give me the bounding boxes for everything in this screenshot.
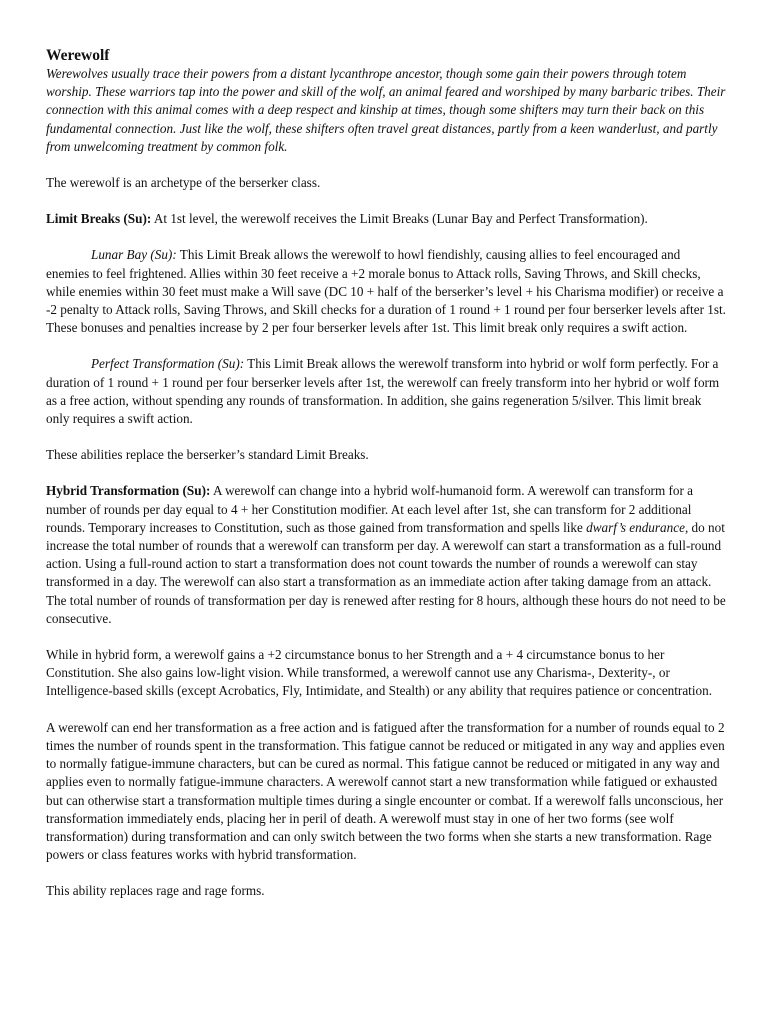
replace-rage-paragraph: This ability replaces rage and rage forms.	[46, 883, 265, 899]
hybrid-form-paragraph: While in hybrid form, a werewolf gains a +2 circumstance bonus to her Strength and a + 4 circumstance bonus to her Constitution. She also gains low-light vision. While transformed, a werewolf cannot use any Charisma-, Dexterity-, or Intelligence-based skills (except Acrobatics, Fly, Intimidate, and Stealth) or any ability that requires patience or concentration.	[46, 647, 712, 699]
replace-limit-breaks-paragraph: These abilities replace the berserker’s standard Limit Breaks.	[46, 447, 369, 463]
hybrid-transformation-paragraph	[46, 482, 726, 628]
perfect-transformation-paragraph	[46, 355, 726, 428]
lunar-bay-paragraph	[46, 246, 726, 337]
end-transformation-paragraph: A werewolf can end her transformation as a free action and is fatigued after the transformation for a number of rounds equal to 2 times the number of rounds spent in the transformation. This fatigue cannot be reduced or mitigated in any way and applies even to normally fatigue-immune characters, but can be cured as normal. This fatigue cannot be reduced or mitigated in any way and applies even to normally fatigue-immune characters. A werewolf cannot start a new transformation while fatigued or exhausted but can otherwise start a transformation multiple times during a single encounter or combat. If a werewolf falls unconscious, her transformation immediately ends, placing her in peril of death. A werewolf must stay in one of her two forms (see wolf transformation) during transformation and can only switch between the two forms when she starts a new transformation. Rage powers or class features works with hybrid transformation.	[46, 719, 725, 863]
archetype-paragraph: The werewolf is an archetype of the berserker class.	[46, 175, 321, 191]
intro-paragraph: Werewolves usually trace their powers from a distant lycanthrope ancestor, though some gain their powers through totem worship. These warriors tap into the power and skill of the wolf, an animal feared and worshiped by many barbaric tribes. Their connection with this animal comes with a deep respect and kinship at times, though some shifters may turn their back on this fundamental connection. Just like the wolf, these shifters often travel great distances, partly from a keen wanderlust, and partly from unwelcoming treatment by common folk.	[46, 66, 726, 154]
lunar-bay-text: This Limit Break allows the werewolf to howl fiendishly, causing allies to feel encouraged and enemies to feel frightened. Allies within 30 feet receive a +2 morale bonus to Attack rolls, Saving Throws, and Skill checks, while enemies within 30 feet must make a Will save (DC 10 + half of the berserker’s level + his Charisma modifier) or receive a -2 penalty to Attack rolls, Saving Throws, and Skill checks for a duration of 1 round + 1 round per four berserker levels after 1st. These bonuses and penalties increase by 2 per four berserker levels after 1st. This limit break only requires a swift action.	[46, 247, 726, 336]
hybrid-transformation-text-before: A werewolf can change into a hybrid wolf-humanoid form. A werewolf can transform for a number of rounds per day equal to 4 + her Constitution modifier. At each level after 1st, she can transform for 2 additional rounds. Temporary increases to Constitution, such as those gained from transformation and spells like	[46, 483, 694, 535]
lunar-bay-heading: Lunar Bay (Su):	[91, 247, 177, 263]
limit-breaks-paragraph	[46, 210, 726, 228]
document-title: Werewolf	[46, 47, 110, 64]
limit-breaks-heading: Limit Breaks (Su):	[46, 211, 152, 227]
perfect-transformation-heading: Perfect Transformation (Su):	[91, 356, 245, 372]
document-page	[46, 46, 726, 919]
spell-name: dwarf’s endurance	[586, 519, 685, 535]
limit-breaks-text: At 1st level, the werewolf receives the Limit Breaks (Lunar Bay and Perfect Transformation).	[151, 211, 648, 227]
perfect-transformation-text: This Limit Break allows the werewolf transform into hybrid or wolf form perfectly. For a duration of 1 round + 1 round per four berserker levels after 1st, the werewolf can freely transform into her hybrid or wolf form as a free action, without spending any rounds of transformation. In addition, she gains regeneration 5/silver. This limit break only requires a swift action.	[46, 356, 720, 427]
hybrid-transformation-text-after: , do not increase the total number of rounds that a werewolf can transform per day. A werewolf can start a transformation as a full-round action. Using a full-round action to start a transformation does not count towards the number of rounds a werewolf can stay transformed in a day. The werewolf can also start a transformation as an immediate action after taking damage from an attack. The total number of rounds of transformation per day is renewed after resting for 8 hours, although these hours do not need to be consecutive.	[46, 519, 726, 626]
hybrid-transformation-heading: Hybrid Transformation (Su):	[46, 483, 211, 499]
